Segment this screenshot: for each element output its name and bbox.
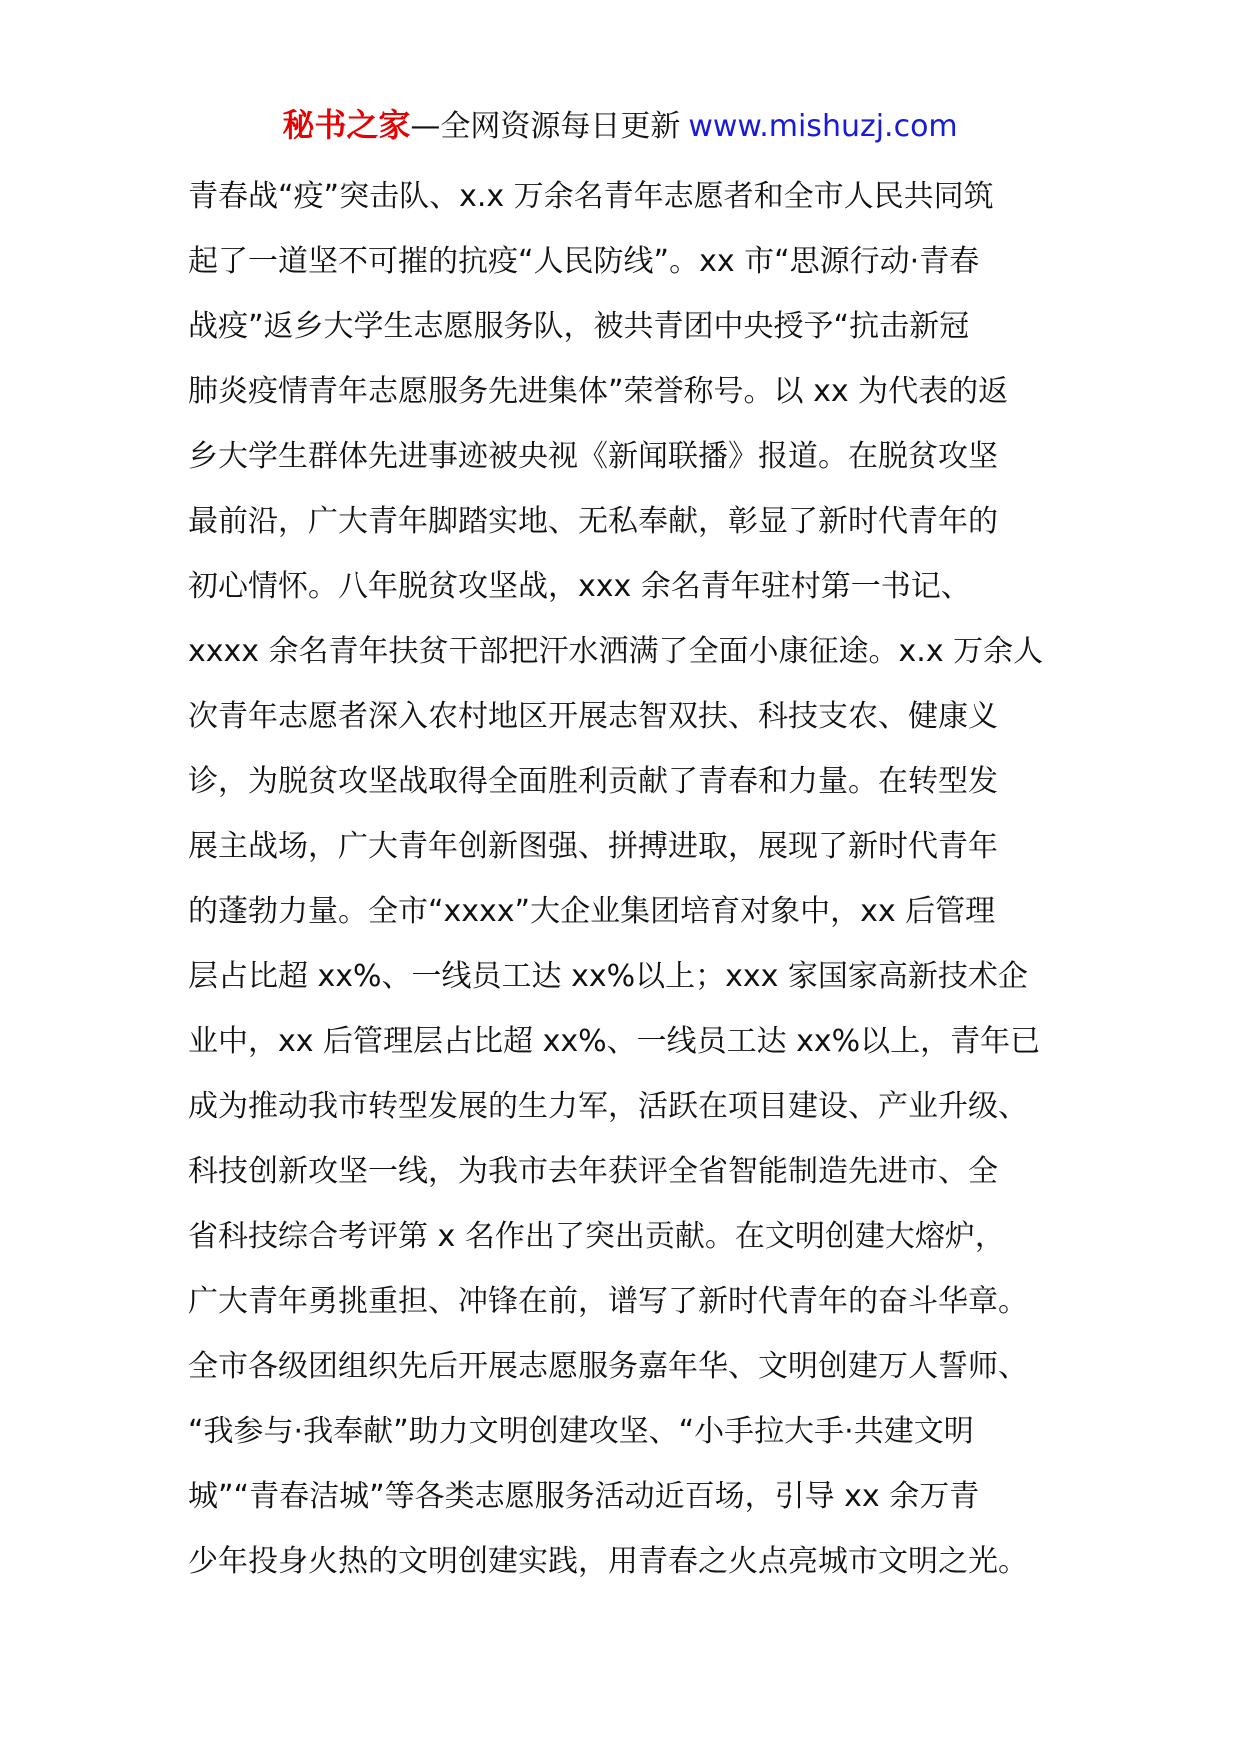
document-body	[188, 164, 1088, 1594]
text-line: 初心情怀。八年脱贫攻坚战，xxx 余名青年驻村第一书记、	[188, 569, 971, 604]
text-line: “我参与·我奉献”助力文明创建攻坚、“小手拉大手·共建文明	[188, 1414, 974, 1449]
text-line: 省科技综合考评第 x 名作出了突出贡献。在文明创建大熔炉，	[188, 1219, 1005, 1254]
text-line: 层占比超 xx%、一线员工达 xx%以上；xxx 家国家高新技术企	[188, 959, 1028, 994]
text-line: 最前沿，广大青年脚踏实地、无私奉献，彰显了新时代青年的	[188, 504, 998, 539]
text-line: 肺炎疫情青年志愿服务先进集体”荣誉称号。以 xx 为代表的返	[188, 374, 1009, 409]
text-line: 科技创新攻坚一线，为我市去年获评全省智能制造先进市、全	[188, 1154, 998, 1189]
text-line: xxxx 余名青年扶贫干部把汗水洒满了全面小康征途。x.x 万余人	[188, 634, 1044, 669]
text-line: 城”“青春洁城”等各类志愿服务活动近百场，引导 xx 余万青	[188, 1479, 980, 1514]
header-url-link[interactable]: www.mishuzj.com	[688, 109, 958, 144]
text-line: 成为推动我市转型发展的生力军，活跃在项目建设、产业升级、	[188, 1089, 1028, 1124]
text-line: 的蓬勃力量。全市“xxxx”大企业集团培育对象中，xx 后管理	[188, 894, 996, 929]
text-line: 乡大学生群体先进事迹被央视《新闻联播》报道。在脱贫攻坚	[188, 439, 998, 474]
text-line: 展主战场，广大青年创新图强、拼搏进取，展现了新时代青年	[188, 829, 998, 864]
text-line: 诊，为脱贫攻坚战取得全面胜利贡献了青春和力量。在转型发	[188, 764, 998, 799]
header-slogan: —全网资源每日更新	[410, 109, 681, 144]
text-line: 次青年志愿者深入农村地区开展志智双扶、科技支农、健康义	[188, 699, 998, 734]
text-line: 起了一道坚不可摧的抗疫“人民防线”。xx 市“思源行动·青春	[188, 244, 980, 279]
text-line: 全市各级团组织先后开展志愿服务嘉年华、文明创建万人誓师、	[188, 1349, 1028, 1384]
brand-name: 秘书之家	[282, 106, 411, 144]
text-line: 业中，xx 后管理层占比超 xx%、一线员工达 xx%以上，青年已	[188, 1024, 1041, 1059]
text-line: 战疫”返乡大学生志愿服务队，被共青团中央授予“抗击新冠	[188, 309, 970, 344]
text-line: 青春战“疫”突击队、x.x 万余名青年志愿者和全市人民共同筑	[188, 179, 994, 214]
text-line: 广大青年勇挑重担、冲锋在前，谱写了新时代青年的奋斗华章。	[188, 1284, 1028, 1319]
page-header	[0, 100, 1240, 152]
text-line: 少年投身火热的文明创建实践，用青春之火点亮城市文明之光。	[188, 1544, 1028, 1579]
